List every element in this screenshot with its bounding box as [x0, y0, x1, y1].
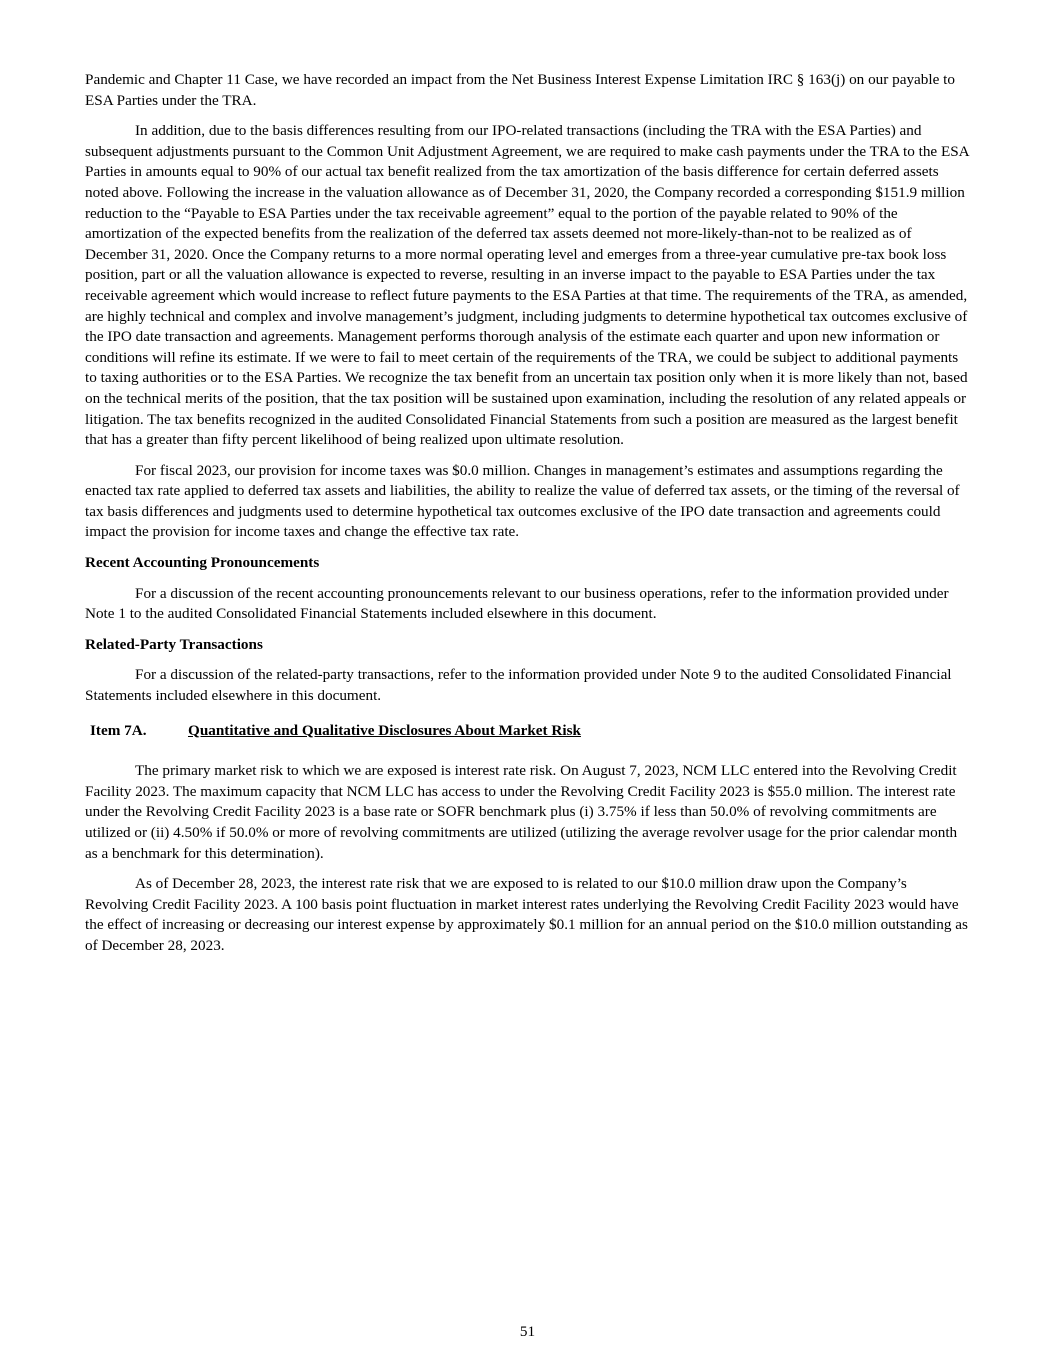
heading-related-party: Related-Party Transactions	[85, 635, 263, 653]
paragraph-recent-accounting: For a discussion of the recent accounting pronouncements relevant to our business operations, refer to the information provided under Note 1 to the audited Consolidated Financial Statements included elsewhere in this document.	[85, 584, 949, 623]
paragraph-interest-rate-risk: As of December 28, 2023, the interest rate risk that we are exposed to is related to our $10.0 million draw upon the Company’s Revolving Credit Facility 2023. A 100 basis point fluctuation in market interest rates underlying the Revolving Credit Facility 2023 would have the effect of increasing or decreasing our interest expense by approximately $0.1 million for an annual period on the $10.0 million outstanding as of December 28, 2023.	[85, 875, 968, 954]
paragraph-market-risk: The primary market risk to which we are exposed is interest rate risk. On August 7, 2023, NCM LLC entered into the Revolving Credit Facility 2023. The maximum capacity that NCM LLC has access to under the Revolving Credit Facility 2023 is $55.0 million. The interest rate under the Revolving Credit Facility 2023 is a base rate or SOFR benchmark plus (i) 3.75% if less than 50.0% of revolving commitments are utilized or (ii) 4.50% if 50.0% or more of revolving commitments are utilized (utilizing the average revolver usage for the prior calendar month as a benchmark for this determination).	[85, 762, 958, 862]
item-title: Quantitative and Qualitative Disclosures About Market Risk	[188, 721, 581, 739]
item-7a-heading	[85, 721, 970, 742]
paragraph-tra-limitation: Pandemic and Chapter 11 Case, we have recorded an impact from the Net Business Interest Expense Limitation IRC § 163(j) on our payable to ESA Parties under the TRA.	[85, 71, 955, 109]
item-number: Item 7A.	[90, 721, 147, 739]
paragraph-related-party: For a discussion of the related-party transactions, refer to the information provided under Note 9 to the audited Consolidated Financial Statements included elsewhere in this document.	[85, 666, 952, 705]
document-body	[85, 70, 970, 967]
heading-recent-accounting: Recent Accounting Pronouncements	[85, 554, 320, 572]
paragraph-provision-income-taxes: For fiscal 2023, our provision for income taxes was $0.0 million. Changes in management’s estimates and assumptions regarding the enacted tax rate applied to deferred tax assets and liabilities, the ability to realize the value of deferred tax assets, or the timing of the reversal of tax basis differences and judgments used to determine hypothetical tax outcomes exclusive of the IPO date transaction and agreements could impact the provision for income taxes and change the effective tax rate.	[85, 461, 960, 541]
page-number: 51	[519, 1323, 536, 1340]
paragraph-basis-differences: In addition, due to the basis differences resulting from our IPO-related transactions (including the TRA with the ESA Parties) and subsequent adjustments pursuant to the Common Unit Adjustment Agreement, we are required to make cash payments under the TRA to the ESA Parties in amounts equal to 90% of our actual tax benefit realized from the tax amortization of the basis difference for certain deferred assets noted above. Following the increase in the valuation allowance as of December 31, 2020, the Company recorded a corresponding $151.9 million reduction to the “Payable to ESA Parties under the tax receivable agreement” equal to the portion of the payable related to 90% of the amortization of the expected benefits from the realization of the deferred tax assets deemed not more-likely-than-not to be realized as of December 31, 2020. Once the Company returns to a more normal operating level and emerges from a three-year cumulative pre-tax book loss position, part or all the valuation allowance is expected to reverse, resulting in an inverse impact to the payable to ESA Parties under the tax receivable agreement which would increase to reflect future payments to the ESA Parties at that time. The requirements of the TRA, as amended, are highly technical and complex and involve management’s judgment, including judgments to determine hypothetical tax outcomes exclusive of the IPO date transaction and agreements. Management performs thorough analysis of the estimate each quarter and upon new information or conditions will refine its estimate. If we were to fail to meet certain of the requirements of the TRA, we could be subject to additional payments to taxing authorities or to the ESA Parties. We recognize the tax benefit from an uncertain tax position only when it is more likely than not, based on the technical merits of the position, that the tax position will be sustained upon examination, including the resolution of any related appeals or litigation. The tax benefits recognized in the audited Consolidated Financial Statements from such a position are measured as the largest benefit that has a greater than fifty percent likelihood of being realized upon ultimate resolution.	[85, 122, 969, 449]
